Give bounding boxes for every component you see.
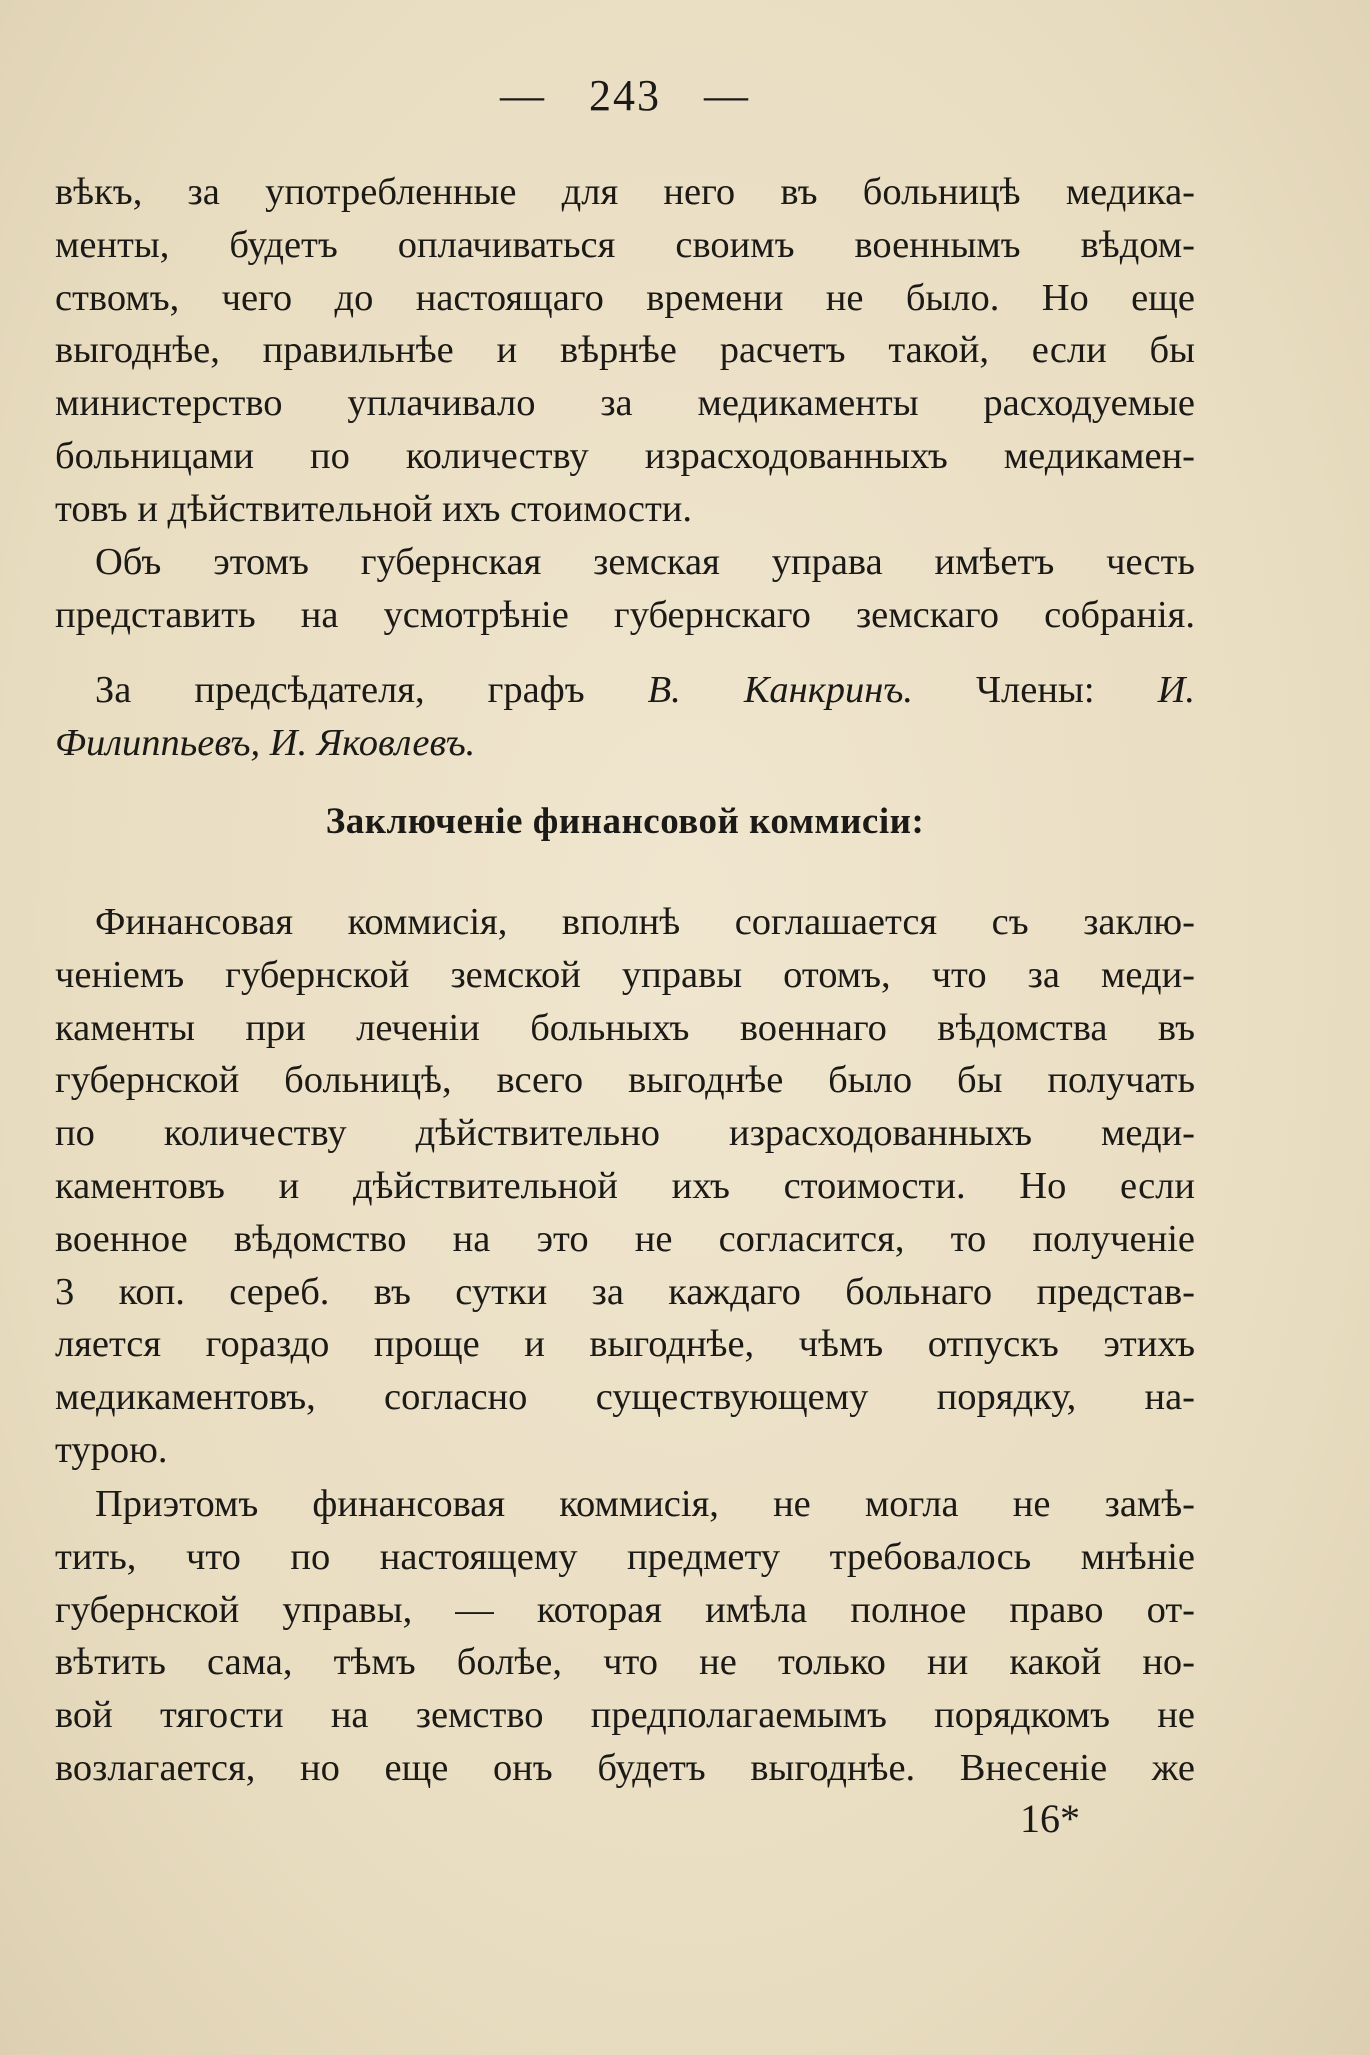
text-line: 3 коп. сереб. въ сутки за каждаго больнаго представ-	[55, 1270, 1195, 1313]
text-line: больницами по количеству израсходованныхъ медикамен-	[55, 434, 1195, 477]
text-line: ченіемъ губернской земской управы отомъ, что за меди-	[55, 953, 1195, 996]
text-line: вѣкъ, за употребленные для него въ больницѣ медика-	[55, 171, 1195, 213]
text-line: возлагается, но еще онъ будетъ выгоднѣе. Внесеніе же	[55, 1746, 1195, 1789]
text-line: по количеству дѣйствительно израсходованныхъ меди-	[55, 1112, 1195, 1155]
paragraph-1	[55, 166, 1195, 536]
signature-line-1	[55, 664, 1195, 717]
text-line: каментовъ и дѣйствительной ихъ стоимости. Но если	[55, 1164, 1195, 1207]
header-dash-right: —	[704, 71, 750, 120]
member2-name: И. Яковлевъ.	[269, 721, 476, 764]
text-line: менты, будетъ оплачиваться своимъ военнымъ вѣдом-	[55, 223, 1195, 266]
paragraph-4	[55, 1478, 1195, 1795]
text-line: представить на усмотрѣніе губернскаго земскаго собранія.	[55, 593, 1195, 636]
section-heading: Заключеніе финансовой коммисіи:	[325, 801, 925, 842]
signature-prefix: За предсѣдателя, графъ	[95, 669, 585, 711]
signature-line-2	[55, 717, 1195, 770]
text-line: ляется гораздо проще и выгоднѣе, чѣмъ отпускъ этихъ	[55, 1323, 1195, 1366]
text-line: губернской больницѣ, всего выгоднѣе было бы получать	[55, 1059, 1195, 1102]
text-line: каменты при леченіи больныхъ военнаго вѣдомства въ	[55, 1006, 1195, 1049]
member1-surname: Филиппьевъ,	[55, 721, 261, 764]
printer-signature-mark: 16*	[1020, 1796, 1080, 1841]
text-line: тить, что по настоящему предмету требовалось мнѣніе	[55, 1535, 1195, 1578]
chairman-name: В. Канкринъ.	[647, 669, 913, 711]
text-line: губернской управы, — которая имѣла полное право от-	[55, 1588, 1195, 1631]
page-number: 243	[589, 71, 661, 120]
members-label: Члены:	[976, 669, 1095, 711]
header-dash-left: —	[500, 71, 546, 120]
text-line: турою.	[55, 1428, 168, 1471]
paragraph-3	[55, 896, 1195, 1477]
text-line: выгоднѣе, правильнѣе и вѣрнѣе расчетъ такой, если бы	[55, 329, 1195, 372]
page-number-header	[0, 70, 1250, 121]
text-line: ствомъ, чего до настоящаго времени не было. Но еще	[55, 276, 1195, 319]
text-line: Финансовая коммисія, вполнѣ соглашается съ заклю-	[95, 901, 1195, 943]
text-line: вой тягости на земство предполагаемымъ порядкомъ не	[55, 1694, 1195, 1737]
text-line: Объ этомъ губернская земская управа имѣетъ честь	[95, 541, 1195, 583]
signature-block	[55, 664, 1195, 770]
text-line: военное вѣдомство на это не согласится, то полученіе	[55, 1217, 1195, 1260]
text-line: Приэтомъ финансовая коммисія, не могла не замѣ-	[95, 1483, 1195, 1525]
text-line: вѣтить сама, тѣмъ болѣе, что не только ни какой но-	[55, 1641, 1195, 1684]
member1-initial: И.	[1157, 669, 1195, 711]
text-line: товъ и дѣйствительной ихъ стоимости.	[55, 487, 692, 530]
text-line: министерство уплачивало за медикаменты расходуемые	[55, 382, 1195, 425]
text-line: медикаментовъ, согласно существующему порядку, на-	[55, 1376, 1195, 1419]
paragraph-2	[55, 536, 1195, 642]
